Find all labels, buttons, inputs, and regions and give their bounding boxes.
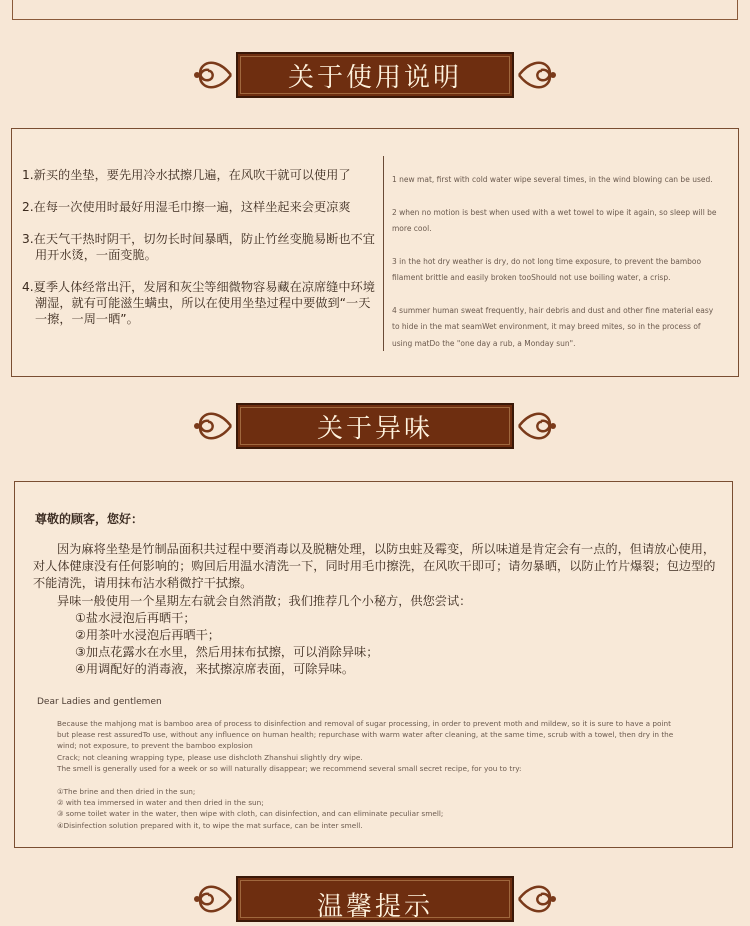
section-banner-usage	[185, 48, 565, 102]
ornament-right-icon	[517, 52, 559, 98]
usage-cn-item: 3.在天气干热时阴干，切勿长时间暴晒，防止竹丝变脆易断也不宜用开水烫，一面变脆。	[22, 232, 375, 262]
ornament-left-icon	[191, 52, 233, 98]
ornament-left-icon	[191, 403, 233, 449]
section-title: 关于异味	[236, 403, 514, 449]
odor-en-line: Because the mahjong mat is bamboo area of process to disinfection and removal of sugar processing, in order to prevent moth and mildew, so it is sure to have a point	[57, 719, 672, 728]
usage-en-item: 4 summer human sweat frequently, hair debris and dust and other fine material easy to hide in the mat seamWet environment, it may breed mites, so in the process of using matDo the "one day a rub, a Monday sun".	[392, 305, 714, 348]
odor-info-box	[14, 481, 733, 848]
odor-cn-paragraph: 异味一般使用一个星期左右就会自然消散；我们推荐几个小秘方，供您尝试：	[57, 593, 472, 608]
odor-en-line: wind; not exposure, to prevent the bamboo explosion	[57, 741, 253, 751]
odor-en-line: The smell is generally used for a week or so will naturally disappear; we recommend several small secret recipe, for you to try:	[57, 763, 522, 773]
odor-cn-body	[33, 541, 723, 679]
section-banner-tips	[185, 872, 565, 926]
odor-cn-tip: ①盐水浸泡后再晒干；	[75, 610, 196, 625]
section-title: 关于使用说明	[236, 52, 514, 98]
odor-en-tip: ② with tea immersed in water and then dried in the sun;	[57, 798, 264, 808]
odor-en-line: Crack; not cleaning wrapping type, please use dishcloth Zhanshui slightly dry wipe.	[57, 752, 363, 762]
usage-cn-column	[22, 167, 382, 343]
odor-en-tip: ④Disinfection solution prepared with it, to wipe the mat surface, can be inter smell.	[57, 820, 363, 830]
en-greeting: Dear Ladies and gentlemen	[37, 697, 162, 707]
odor-cn-tip: ④用调配好的消毒液，来拭擦凉席表面，可除异味。	[75, 662, 355, 677]
greeting: 尊敬的顾客，您好：	[35, 512, 144, 526]
previous-section-box	[12, 0, 738, 20]
usage-cn-item: 2.在每一次使用时最好用湿毛巾擦一遍，这样坐起来会更凉爽	[22, 200, 351, 214]
section-title: 温馨提示	[236, 876, 514, 922]
odor-cn-tip: ③加点花露水在水里，然后用抹布拭擦，可以消除异味；	[75, 645, 379, 660]
odor-en-body	[57, 718, 717, 831]
usage-instructions-box	[11, 128, 739, 377]
odor-cn-tip: ②用茶叶水浸泡后再晒干；	[75, 628, 220, 643]
usage-cn-item: 1.新买的坐垫，要先用冷水拭擦几遍，在风吹干就可以使用了	[22, 168, 351, 182]
odor-cn-paragraph: 因为麻将坐垫是竹制品面积共过程中要消毒以及脱糖处理，以防虫蛀及霉变，所以味道是肯定会有一点的，但请放心使用，对人体健康没有任何影响的；购回后用温水清洗一下，同时用毛巾擦洗，在风吹干即可；请勿暴晒，以防止竹片爆裂；包边型的不能清洗，请用抹布沾水稍微拧干拭擦。	[33, 542, 716, 591]
ornament-left-icon	[191, 876, 233, 922]
usage-en-item: 3 in the hot dry weather is dry, do not long time exposure, to prevent the bamboo filament brittle and easily broken tooShould not use boiling water, a crisp.	[392, 256, 702, 282]
usage-en-item: 2 when no motion is best when used with a wet towel to wipe it again, so sleep will be more cool.	[392, 207, 717, 233]
usage-en-column	[392, 172, 722, 368]
column-divider	[383, 156, 384, 351]
odor-en-tip: ①The brine and then dried in the sun;	[57, 787, 196, 797]
ornament-right-icon	[517, 403, 559, 449]
usage-en-item: 1 new mat, first with cold water wipe several times, in the wind blowing can be used.	[392, 175, 713, 184]
usage-cn-item: 4.夏季人体经常出汗，发屑和灰尘等细微物容易藏在凉席缝中环境潮湿，就有可能滋生螨虫，所以在使用坐垫过程中要做到“一天一擦，一周一晒”。	[22, 280, 375, 326]
odor-en-line: but please rest assuredTo use, without any influence on human health; repurchase with warm water after cleaning, at the same time, scrub with a towel, then dry in the	[57, 730, 674, 740]
ornament-right-icon	[517, 876, 559, 922]
section-banner-odor	[185, 399, 565, 453]
odor-en-tip: ③ some toilet water in the water, then wipe with cloth, can disinfection, and can eliminate peculiar smell;	[57, 809, 444, 819]
